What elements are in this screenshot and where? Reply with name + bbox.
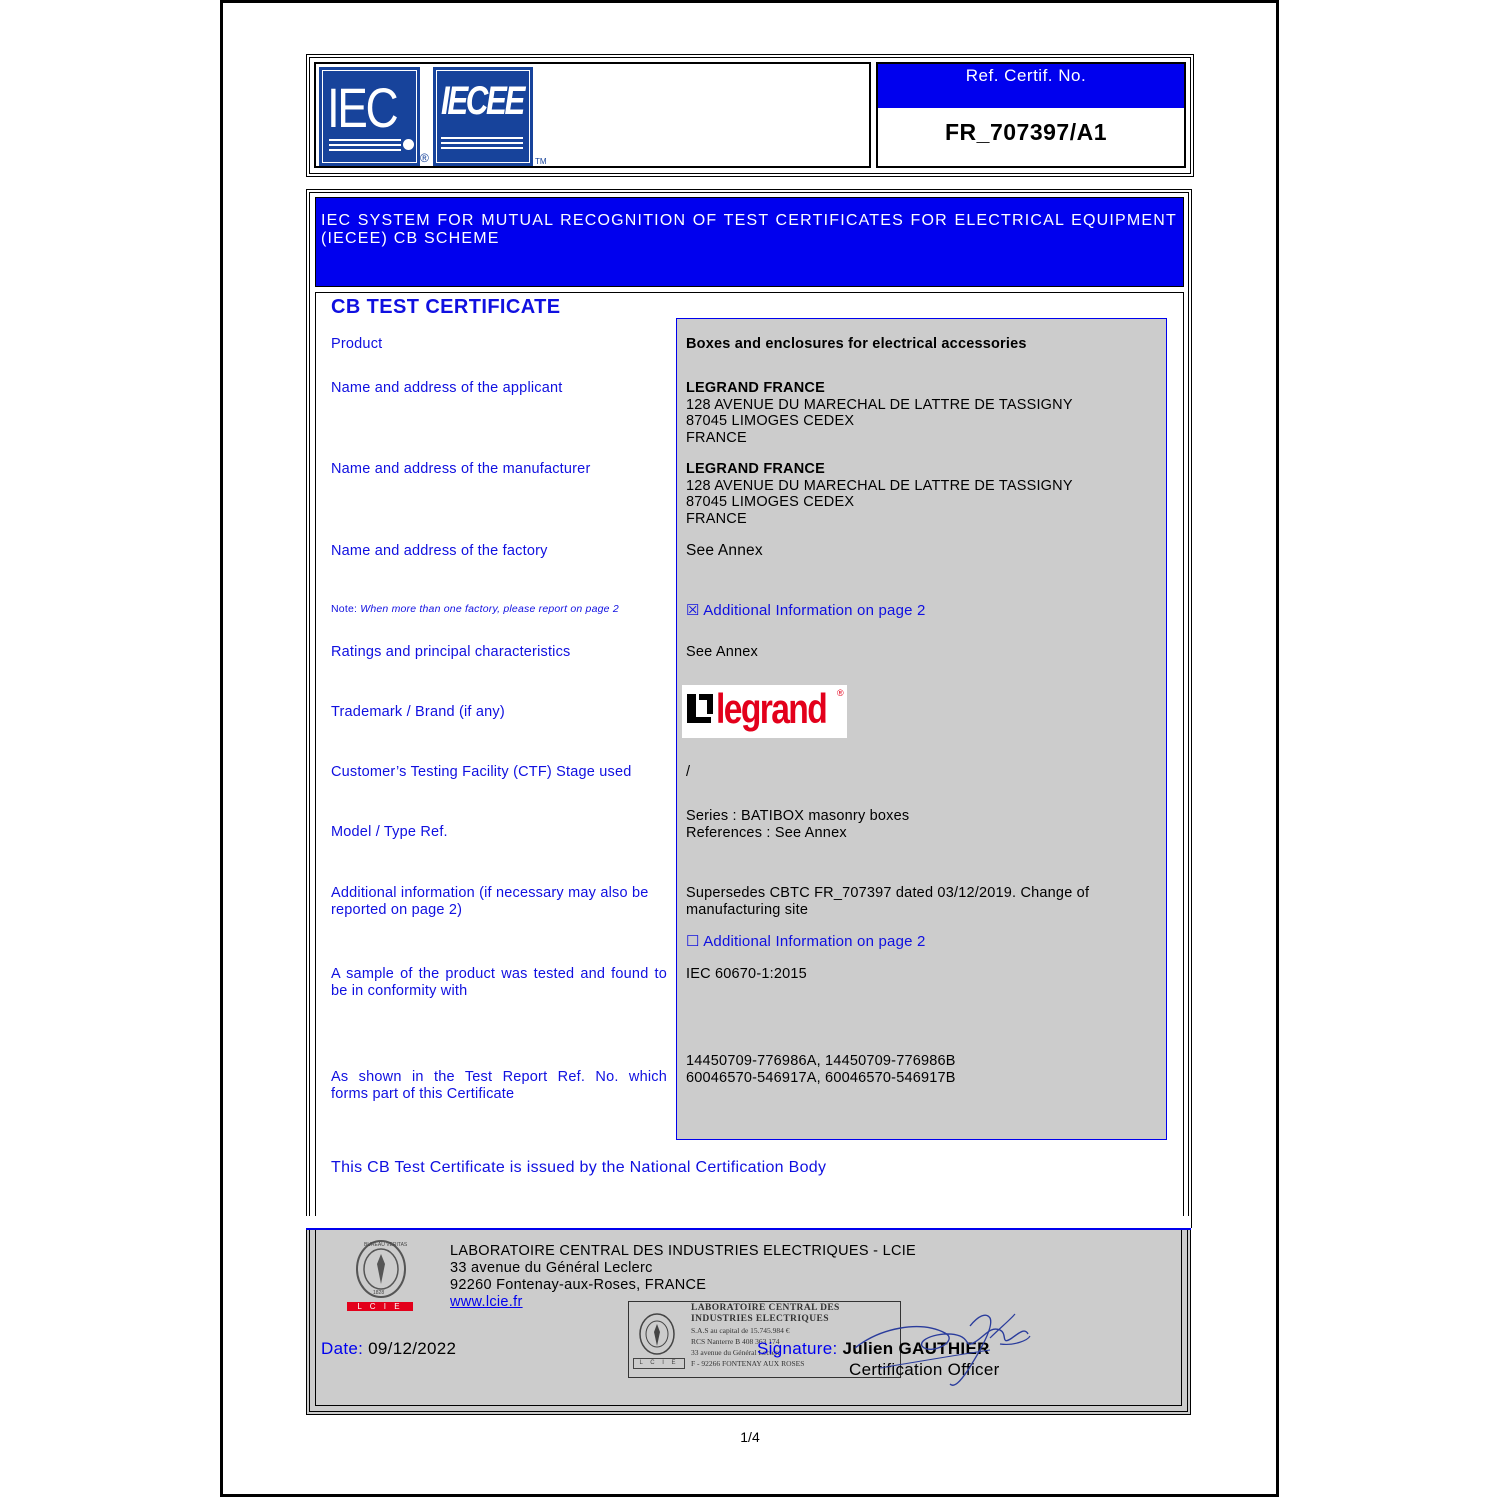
manufacturer-address-line: 128 AVENUE DU MARECHAL DE LATTRE DE TASSIGNY — [686, 477, 1073, 494]
issued-by-statement: This CB Test Certificate is issued by the National Certification Body — [331, 1159, 827, 1176]
scheme-banner-title: IEC SYSTEM FOR MUTUAL RECOGNITION OF TEST CERTIFICATES FOR ELECTRICAL EQUIPMENT (IECEE) CB SCHEME — [321, 212, 1177, 247]
seal-year: 1828 — [373, 1290, 385, 1296]
date-value: 09/12/2022 — [368, 1339, 457, 1358]
conformity-label-line: be in conformity with — [331, 983, 468, 999]
iec-logo-text: IEC — [327, 76, 397, 139]
lab-address-line: 92260 Fontenay-aux-Roses, FRANCE — [450, 1277, 707, 1293]
factory-note-text: When more than one factory, please report on page 2 — [360, 603, 619, 615]
checkbox-checked-icon: ☒ — [686, 602, 700, 619]
stamp-line: LABORATOIRE CENTRAL DES — [691, 1303, 840, 1313]
applicant-address-line: FRANCE — [686, 429, 747, 446]
model-value — [686, 808, 909, 841]
model-line: References : See Annex — [686, 824, 847, 841]
ref-label: Ref. Certif. No. — [965, 66, 1087, 85]
lcie-band: L C I E — [347, 1302, 413, 1311]
test-report-line: 60046570-546917A, 60046570-546917B — [686, 1069, 956, 1086]
signature-label: Signature: — [757, 1339, 838, 1358]
additional-label-line: Additional information (if necessary may also be — [331, 885, 649, 901]
manufacturer-address-line: 87045 LIMOGES CEDEX — [686, 494, 855, 510]
applicant-name: LEGRAND FRANCE — [686, 380, 825, 396]
test-report-label — [331, 1069, 667, 1103]
iecee-logo-text: IECEE — [441, 79, 523, 123]
additional-info-checkbox-1[interactable] — [686, 601, 926, 619]
additional-label-line: reported on page 2) — [331, 902, 463, 918]
additional-value-line: Supersedes CBTC FR_707397 dated 03/12/2019. Change of — [686, 885, 1090, 901]
registered-mark: ® — [420, 151, 429, 165]
product-label: Product — [331, 336, 383, 352]
stamp-band: L C I E — [633, 1358, 685, 1369]
legrand-logo — [682, 685, 847, 738]
manufacturer-name: LEGRAND FRANCE — [686, 461, 825, 477]
additional-info-label: Additional Information on page 2 — [703, 602, 926, 619]
stamp-seal-icon — [637, 1312, 677, 1356]
factory-note — [331, 603, 619, 615]
product-value: Boxes and enclosures for electrical accessories — [686, 336, 1027, 352]
signatory-title: Certification Officer — [849, 1360, 1000, 1379]
lab-address-line: LABORATOIRE CENTRAL DES INDUSTRIES ELECTRIQUES - LCIE — [450, 1243, 917, 1259]
handwritten-signature — [850, 1308, 1035, 1393]
legrand-registered-mark: ® — [837, 688, 844, 698]
test-report-line: 14450709-776986A, 14450709-776986B — [686, 1053, 956, 1069]
conformity-label — [331, 966, 667, 1000]
legrand-logo-text: legrand — [716, 685, 827, 732]
manufacturer-address-line: FRANCE — [686, 510, 747, 527]
stamp-text — [691, 1303, 840, 1369]
manufacturer-label: Name and address of the manufacturer — [331, 461, 591, 477]
conformity-value: IEC 60670-1:2015 — [686, 966, 807, 982]
factory-value: See Annex — [686, 542, 763, 559]
ctf-label: Customer’s Testing Facility (CTF) Stage used — [331, 764, 632, 780]
checkbox-unchecked-icon: ☐ — [686, 933, 700, 950]
stamp-line: INDUSTRIES ELECTRIQUES — [691, 1314, 829, 1324]
stamp-line: S.A.S au capital de 15.745.984 € — [691, 1326, 790, 1335]
lab-address-line: 33 avenue du Général Leclerc — [450, 1260, 653, 1276]
factory-label: Name and address of the factory — [331, 543, 548, 559]
bureau-veritas-seal — [354, 1240, 408, 1300]
additional-label — [331, 885, 667, 919]
iecee-logo — [433, 67, 533, 166]
test-report-value — [686, 1053, 956, 1086]
stamp-line: 33 avenue du Général Leclerc — [691, 1348, 781, 1357]
additional-value-line: manufacturing site — [686, 901, 809, 918]
stamp-line: F - 92266 FONTENAY AUX ROSES — [691, 1359, 805, 1368]
ref-number: FR_707397/A1 — [945, 119, 1107, 145]
lab-url-link[interactable]: www.lcie.fr — [450, 1294, 523, 1310]
conformity-label-line: A sample of the product was tested and found to — [331, 966, 667, 982]
additional-info-label: Additional Information on page 2 — [703, 933, 926, 950]
iec-logo-dot — [403, 139, 414, 150]
applicant-label: Name and address of the applicant — [331, 380, 563, 396]
date-label: Date: — [321, 1339, 364, 1358]
model-line: Series : BATIBOX masonry boxes — [686, 808, 910, 824]
signatory-name: Julien GAUTHIER — [842, 1339, 990, 1358]
date-field — [321, 1339, 456, 1359]
test-report-label-line: forms part of this Certificate — [331, 1086, 515, 1102]
legrand-mark-icon — [687, 694, 713, 723]
ctf-value: / — [686, 764, 691, 780]
certificate-heading: CB TEST CERTIFICATE — [331, 296, 561, 318]
additional-info-checkbox-2[interactable] — [686, 932, 926, 950]
applicant-address-line: 87045 LIMOGES CEDEX — [686, 413, 855, 429]
additional-value — [686, 885, 1089, 918]
stamp-line: RCS Nanterre B 408 363 174 — [691, 1337, 780, 1346]
ratings-value: See Annex — [686, 644, 758, 660]
manufacturer-value — [686, 461, 1073, 527]
ratings-label: Ratings and principal characteristics — [331, 644, 571, 660]
applicant-value — [686, 380, 1073, 446]
applicant-address-line: 128 AVENUE DU MARECHAL DE LATTRE DE TASSIGNY — [686, 396, 1073, 413]
factory-note-prefix: Note: — [331, 603, 361, 615]
iec-logo — [319, 67, 420, 166]
trademark-label: Trademark / Brand (if any) — [331, 704, 505, 720]
test-report-label-line: As shown in the Test Report Ref. No. which — [331, 1069, 667, 1085]
trademark-mark: TM — [535, 157, 547, 166]
seal-top-text: BUREAU VERITAS — [364, 1242, 408, 1248]
model-label: Model / Type Ref. — [331, 824, 448, 840]
page-number: 1/4 — [740, 1429, 760, 1445]
